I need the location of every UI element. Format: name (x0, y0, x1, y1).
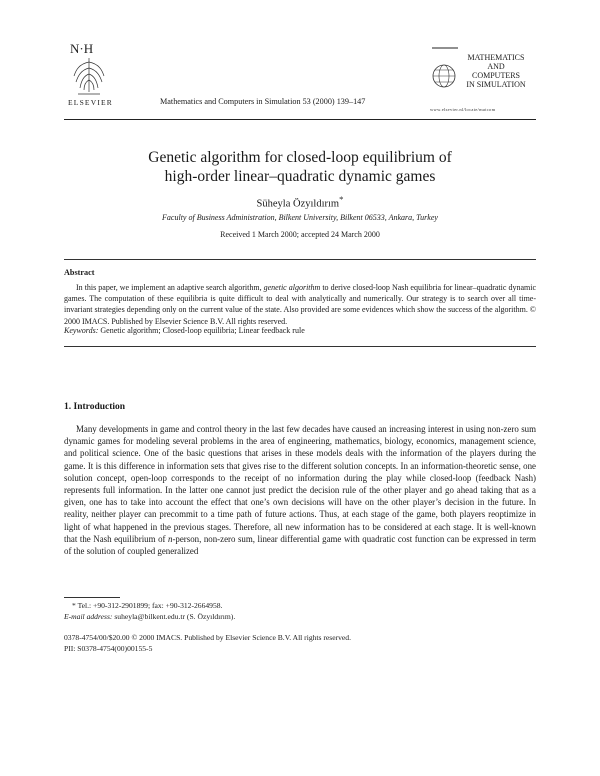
svg-text:N·H: N·H (70, 41, 94, 56)
author-name: Süheyla Özyıldırım (256, 198, 340, 210)
title-line: Genetic algorithm for closed-loop equilibrium of (148, 149, 452, 166)
footnote-email (64, 612, 536, 622)
abstract-text (64, 282, 536, 327)
journal-logo-line: AND (487, 62, 505, 71)
journal-logo-line: IN SIMULATION (466, 80, 526, 89)
abstract-rule-bottom (64, 346, 536, 347)
copyright-line: 0378-4754/00/$20.00 © 2000 IMACS. Published by Elsevier Science B.V. All rights reserved. (64, 633, 351, 642)
email-label: E-mail address: (64, 612, 113, 621)
journal-citation: Mathematics and Computers in Simulation 53 (2000) 139–147 (160, 97, 366, 106)
journal-logo-line: MATHEMATICS (467, 53, 525, 62)
journal-url: www.elsevier.nl/locate/matcom (430, 107, 496, 112)
abstract-rule-top (64, 259, 536, 260)
section-body (64, 423, 536, 557)
publisher-name: ELSEVIER (68, 98, 114, 107)
section-heading: 1. Introduction (64, 402, 126, 412)
footnote-tel-text: Tel.: +90-312-2901899; fax: +90-312-2664958. (77, 601, 223, 610)
header-rule (64, 119, 536, 120)
paper-title (64, 148, 536, 186)
title-line: high-order linear–quadratic dynamic games (164, 168, 436, 185)
email-address: suheyla@bilkent.edu.tr (S. Özyıldırım). (112, 612, 236, 621)
keywords-list: Genetic algorithm; Closed-loop equilibria; Linear feedback rule (98, 326, 305, 335)
keywords (64, 326, 536, 335)
body-text-part: -person, non-zero sum, linear differential game with quadratic cost function can be expressed in term of the solution of coupled generalized (64, 533, 536, 557)
body-text-part: Many developments in game and control theory in the last few decades have caused an increasing interest in using non-zero sum dynamic games for modeling several problems in the area of engineering, mathematics, biology, economics, management science, and political science. One of the basic questions that arises in these models deals with the information of the players during the game. It is this difference in information sets that gives rise to the different solution concepts. In an information-theoretic sense, one solution concept, open-loop corresponds to the receipt of no information during the play while closed-loop (feedback Nash) represents full information. In the latter one cannot just predict the decision rule of the other player and go ahead taking that as a given, one has to take into account the effect that one’s own decisions will have on the other player’s decision in the future. In reality, neither player can precommit to a time path of future actions. Thus, at each stage of the game, both players reoptimize in light of what happened in the previous stages. Therefore, all new information has to be considered at each stage. It is well-known that the Nash equilibrium of (64, 424, 536, 544)
keywords-label: Keywords: (64, 326, 99, 335)
abstract-heading: Abstract (64, 268, 95, 277)
pii-line: PII: S0378-4754(00)00155-5 (64, 644, 153, 653)
author (64, 194, 536, 210)
abstract-text-part: to derive closed-loop Nash equilibria for linear–quadratic dynamic games. The computation of these equilibria is quite difficult to deal with analytically and numerically. Our strategy is to search over all time-invariant strategies depending only on the current value of the state. Also provided are some evidences which show the success of the algorithm. © 2000 IMACS. Published by Elsevier Science B.V. All rights reserved. (64, 283, 536, 326)
footnote-rule (64, 597, 120, 598)
received-dates: Received 1 March 2000; accepted 24 March 2000 (220, 230, 380, 239)
affiliation: Faculty of Business Administration, Bilkent University, Bilkent 06533, Ankara, Turkey (162, 213, 438, 222)
journal-logo-title (452, 53, 540, 89)
body-text-italic: n (168, 533, 173, 544)
journal-logo-line: COMPUTERS (471, 71, 520, 80)
abstract-text-part: In this paper, we implement an adaptive search algorithm, (76, 283, 264, 292)
author-footnote-mark: * (339, 194, 344, 204)
abstract-text-italic: genetic algorithm (263, 283, 321, 292)
footnote-tel: * Tel.: +90-312-2901899; fax: +90-312-2664958. (72, 601, 223, 610)
